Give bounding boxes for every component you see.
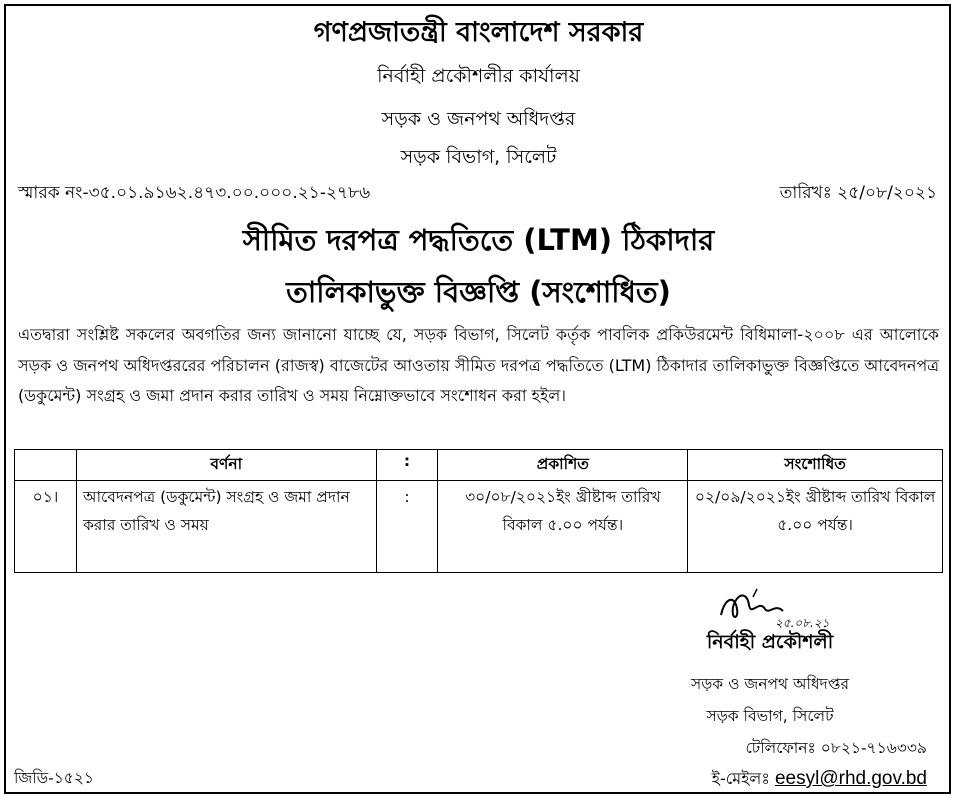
signatory-division: সড়ক বিভাগ, সিলেট (706, 707, 834, 725)
signatory-title: নির্বাহী প্রকৌশলী (706, 631, 834, 653)
header-description: বর্ণনা (76, 450, 376, 481)
table-header-row (15, 450, 943, 481)
division-name: সড়ক বিভাগ, সিলেট (400, 146, 557, 168)
notice-body: এতদ্বারা সংশ্লিষ্ট সকলের অবগতির জন্য জানানো যাচ্ছে যে, সড়ক বিভাগ, সিলেট কর্তৃক পাবলিক প্রকিউরমেন্ট বিধিমালা-২০০৮ এর আলোকে সড়ক ও জনপথ অধিদপ্তররের পরিচালন (রাজস্ব) বাজেটের আওতায় সীমিত দরপত্র পদ্ধতিতে (LTM) ঠিকাদার তালিকাভুক্ত বিজ্ঞপ্তিতে আবেদনপত্র (ডকুমেন্ট) সংগ্রহ ও জমা প্রদান করার তারিখ ও সময় নিম্নোক্তভাবে সংশোধন করা হইল। (18, 325, 939, 405)
header-colon: : (376, 450, 438, 481)
phone-number: টেলিফোনঃ ০৮২১-৭১৬৩৩৯ (745, 739, 927, 757)
cell-serial: ০১। (15, 481, 77, 573)
email-label: ই-মেইলঃ (711, 769, 770, 788)
cell-description: আবেদনপত্র (ডকুমেন্ট) সংগ্রহ ও জমা প্রদান করার তারিখ ও সময় (76, 481, 376, 573)
email-link[interactable]: eesyl@rhd.gov.bd (774, 768, 927, 789)
table-row (15, 481, 943, 573)
signatory-department: সড়ক ও জনপথ অধিদপ্তর (691, 675, 849, 693)
office-name: নির্বাহী প্রকৌশলীর কার্যালয় (377, 65, 580, 87)
header-published: প্রকাশিত (438, 450, 688, 481)
gd-number: জিডি-১৫২১ (14, 769, 94, 787)
cell-published: ৩০/০৮/২০২১ইং খ্রীষ্টাব্দ তারিখ বিকাল ৫.০০ পর্যন্ত। (438, 481, 688, 573)
cell-revised: ০২/০৯/২০২১ইং খ্রীষ্টাব্দ তারিখ বিকাল ৫.০০ পর্যন্ত। (688, 481, 943, 573)
header-serial (15, 450, 77, 481)
department-name: সড়ক ও জনপথ অধিদপ্তর (381, 108, 576, 130)
notice-title-line2: তালিকাভুক্ত বিজ্ঞপ্তি (সংশোধিত) (286, 275, 671, 309)
schedule-table (14, 449, 943, 573)
cell-colon: : (376, 481, 438, 573)
signature-date: ২৫.০৮.২১ (775, 616, 830, 630)
memo-date: তারিখঃ ২৫/০৮/২০২১ (779, 183, 937, 203)
email-line (712, 766, 927, 793)
notice-title-line1: সীমিত দরপত্র পদ্ধতিতে (LTM) ঠিকাদার (242, 223, 715, 257)
memo-reference: স্মারক নং-৩৫.০১.৯১৬২.৪৭৩.০০.০০০.২১-২৭৮৬ (18, 183, 371, 203)
signature-image (713, 585, 843, 633)
government-heading: গণপ্রজাতন্ত্রী বাংলাদেশ সরকার (313, 17, 644, 48)
header-revised: সংশোধিত (688, 450, 943, 481)
